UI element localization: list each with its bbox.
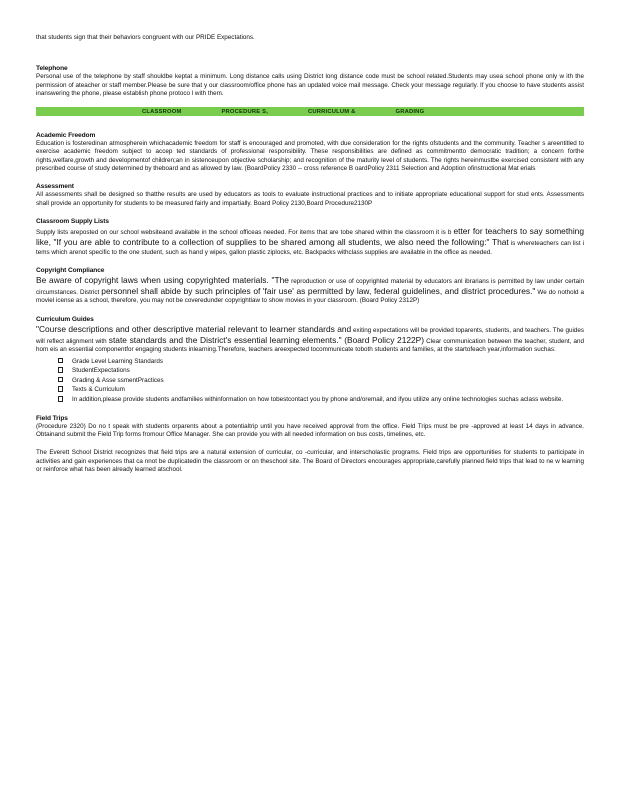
academic-freedom-section bbox=[36, 131, 584, 173]
assessment-section bbox=[36, 182, 584, 208]
curriculum-list bbox=[36, 357, 584, 405]
list-item-text: Texts & Curriculum bbox=[72, 386, 125, 394]
telephone-heading: Telephone bbox=[36, 65, 68, 73]
field-trips-body-2: The Everett School District recognizes that field trips are a natural extension of curricular, co -curricular, and interscholastic programs. Field trips are opportunities for students to participate in activities and gain experiences that ca nnot be duplicatedin the classroom or on theschool site. The Board of Directors encourages appropriate,carefully planned field trips that lead to ne w learning or reinforce what has been already learned atschool. bbox=[36, 449, 584, 473]
list-item-text: StudentExpectations bbox=[72, 367, 130, 375]
supply-lists-line1: Supply lists areposted on our school websiteand available in the school officeas needed. For items that are tobe shared within the classroom it is b bbox=[36, 228, 452, 236]
section-banner bbox=[36, 107, 584, 116]
document-page bbox=[36, 34, 584, 483]
list-item bbox=[58, 366, 584, 376]
field-trips-section bbox=[36, 414, 584, 474]
copyright-line1: reproduction or use of copyrighted material by educators anl ibrarians is permitted by law under certain circumstances. District bbox=[36, 277, 585, 297]
list-item-text: Grading & Asse ssmentPractices bbox=[72, 376, 164, 384]
assessment-heading: Assessment bbox=[36, 183, 74, 191]
curriculum-line2: Clear communication between the teacher, student, and hom eis an essential componentfor engaging students inlearning.Therefore, teachers areexpected tocommunicate toboth students and families, at the startofeach year,information suchas: bbox=[36, 338, 585, 354]
copyright-line2: We do nothold a moviel icense as a school, therefore, you may not be coveredunder copyrightlaw to show movies in your classroom. (Board Policy 2312P) bbox=[36, 289, 585, 305]
assessment-body: All assessments shall be designed so thatthe results are used by educators as tools to evaluate instructional practices and to initiate appropriate educational support for stud ents. Assessments shall provide an opportunity for students to be measured fairly and impartially. Board Policy 2130,Board Procedure2130P bbox=[36, 191, 584, 207]
academic-freedom-body: Education is fosteredinan atmospherein whichacademic freedom for staff is encouraged and promoted, with due consideration for the rights ofstudents and the community. Teacher s areentitled to exercise academic freedom subject to accep ted standards of professional responsibility. These responsibilities are defined as commitmentto democratic tradition; a concern forthe rights,welfare,growth and developmentof children;an in sistenceupon objective scholarship; and recognition of the maturity level of students. The rights hereinmustbe exercised consistent with any prescribed course of study determined by theboard and as allowed by law. (BoardPolicy 2330 -- cross reference B oardPolicy 2311 Selection and Adoption ofinstructional Mat erials bbox=[36, 140, 584, 173]
supply-lists-body bbox=[36, 226, 584, 257]
supply-lists-heading: Classroom Supply Lists bbox=[36, 217, 109, 225]
telephone-section bbox=[36, 64, 584, 98]
field-trips-heading: Field Trips bbox=[36, 414, 68, 422]
intro-text: that students sign that their behaviors congruent with our PRIDE Expectations. bbox=[36, 34, 255, 41]
list-item bbox=[58, 385, 584, 395]
copyright-quote-2: personnel shall abide by such principles of 'fair use' as permitted by law, federal guidelines, and district procedures." bbox=[101, 286, 536, 297]
list-item bbox=[58, 376, 584, 386]
supply-lists-line2: is whereteachers can list i tems which arenot specific to the one student, such as hand y wipes, gallon plastic ziplocks, etc. Backpacks withclass supplies are available in the office as needed. bbox=[36, 240, 585, 256]
academic-freedom-heading: Academic Freedom bbox=[36, 132, 96, 140]
curriculum-body bbox=[36, 324, 584, 355]
curriculum-line1: exiting expectations will be provided toparents, students, and teachers. The guides will reflect alignment with bbox=[36, 326, 584, 346]
supply-lists-section bbox=[36, 217, 584, 257]
curriculum-quote-1: "Course descriptions and other descriptive material relevant to learner standards and bbox=[36, 323, 352, 334]
checkbox-bullet-icon bbox=[58, 358, 63, 364]
supply-lists-quote: etter for teachers to say something like, "If you are able to contribute to a collection of supplies to be shared among all students, we also need the following:" That bbox=[36, 225, 585, 248]
curriculum-section bbox=[36, 315, 584, 405]
list-item-text: Grade Level Learning Standards bbox=[72, 357, 164, 365]
copyright-section bbox=[36, 266, 584, 306]
checkbox-bullet-icon bbox=[58, 386, 63, 392]
banner-item-procedures: PROCEDURE S, bbox=[221, 108, 269, 115]
list-item bbox=[58, 395, 584, 405]
copyright-body bbox=[36, 275, 584, 306]
copyright-heading: Copyright Compliance bbox=[36, 266, 105, 274]
list-item-text: In addition,please provide students andfamilies withinformation on how tobestcontact you by phone and/oremail, and ifyou utilize any online technologies suchas aclass website. bbox=[72, 396, 564, 404]
curriculum-quote-2: state standards and the District's essential learning elements." (Board Policy 2122P) bbox=[108, 335, 425, 346]
copyright-quote-1: Be aware of copyright laws when using copyrighted materials. "The bbox=[36, 274, 289, 285]
banner-item-classroom: CLASSROOM bbox=[142, 108, 182, 115]
checkbox-bullet-icon bbox=[58, 367, 63, 373]
checkbox-bullet-icon bbox=[58, 377, 63, 383]
banner-item-curriculum: CURRICULUM & bbox=[308, 108, 356, 115]
curriculum-heading: Curriculum Guides bbox=[36, 315, 94, 323]
checkbox-bullet-icon bbox=[58, 396, 63, 402]
banner-item-grading: GRADING bbox=[395, 108, 425, 115]
telephone-body: Personal use of the telephone by staff shouldbe keptat a minimum. Long distance calls using District long distance code must be school related.Students may usea school phone only w ith the permission of ateacher or staff member.Please be sure that y our classroom/office phone has an updated voice mail message. Check your message regularly. If you choose to have students assist inanswering the phone, please establish phone protoco l with them. bbox=[36, 73, 584, 97]
field-trips-body-1: (Procedure 2320) Do no t speak with students orparents about a potentialtrip until you have received approval from the office. Field Trips must be pre -approved at least 14 days in advance. Obtainand submit the Field Trip forms fromour Office Manager. She can provide you with all needed information on bus costs, timelines, etc. bbox=[36, 422, 584, 438]
list-item bbox=[58, 357, 584, 367]
